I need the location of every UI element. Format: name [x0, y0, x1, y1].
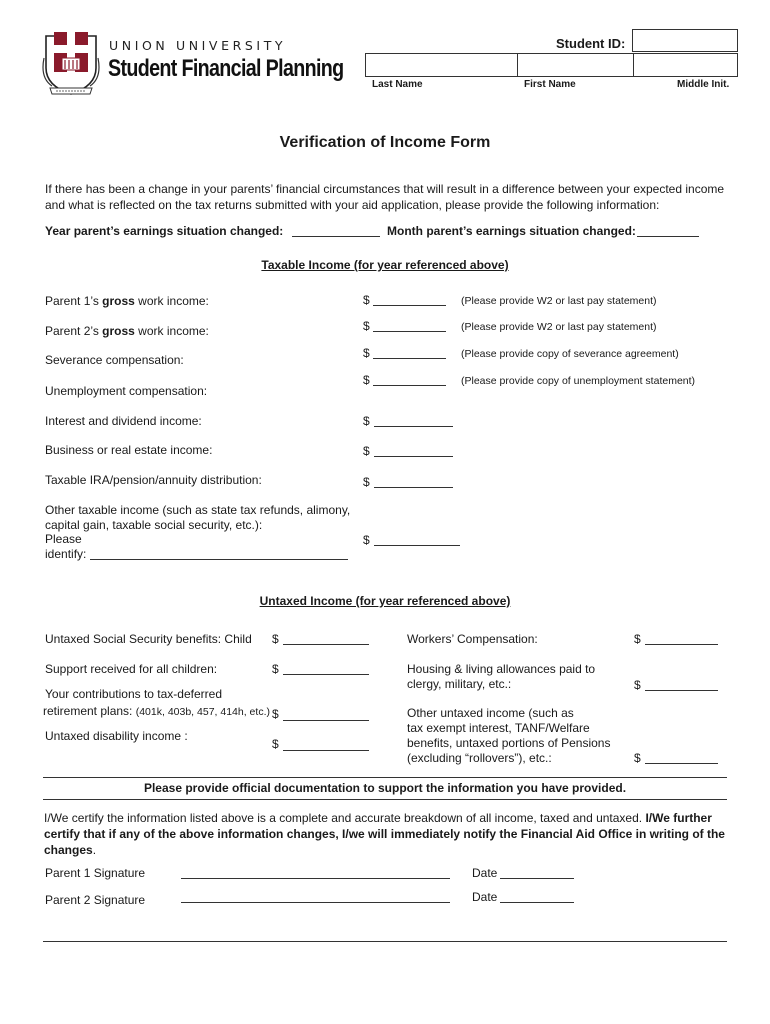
last-name-field[interactable]: [365, 53, 518, 77]
student-id-field[interactable]: [632, 29, 738, 52]
bottom-divider: [43, 941, 727, 942]
disability-label: Untaxed disability income :: [45, 729, 188, 743]
housing-label-line1: Housing & living allowances paid to: [407, 662, 596, 676]
year-changed-field[interactable]: [292, 224, 380, 237]
housing-field[interactable]: [645, 678, 718, 691]
untaxed-heading: Untaxed Income (for year referenced above): [259, 594, 511, 608]
dollar-sign: $: [363, 293, 370, 307]
middle-init-label: Middle Init.: [677, 79, 730, 90]
parent2-gross-field[interactable]: [373, 319, 446, 332]
parent1-signature-field[interactable]: [181, 866, 450, 879]
last-name-label: Last Name: [372, 79, 423, 90]
month-changed-label: Month parent’s earnings situation changed:: [387, 224, 636, 238]
other-taxable-identify-field[interactable]: [90, 547, 348, 560]
dollar-sign: $: [272, 737, 279, 751]
department-name: Student Financial Planning: [108, 55, 344, 82]
parent1-signature-label: Parent 1 Signature: [45, 866, 146, 880]
month-changed-field[interactable]: [637, 224, 699, 237]
university-name: UNION UNIVERSITY: [109, 38, 287, 53]
social-security-field[interactable]: [283, 632, 369, 645]
parent2-note: (Please provide W2 or last pay statement): [461, 321, 657, 333]
severance-label: Severance compensation:: [45, 353, 184, 367]
intro-paragraph: If there has been a change in your parents’ financial circumstances that will result in a difference between your expected income and what is reflected on the tax returns submitted with your aid application, please provide the following information:: [45, 182, 725, 212]
workers-comp-label: Workers’ Compensation:: [407, 632, 538, 646]
certification-statement: I/We certify the information listed above is a complete and accurate breakdown of all income, taxed and untaxed. I/We further certify that if any of the above information changes, I/we will immediately notify the Financial Aid Office in writing of the changes.: [44, 811, 725, 857]
support-label: Support received for all children:: [45, 662, 218, 676]
parent1-gross-label: Parent 1’s gross work income:: [45, 294, 209, 308]
unemployment-note: (Please provide copy of unemployment statement): [461, 375, 696, 387]
business-label: Business or real estate income:: [45, 443, 213, 457]
parent2-gross-label: Parent 2’s gross work income:: [45, 324, 209, 338]
taxable-heading: Taxable Income (for year referenced above): [261, 258, 509, 272]
dollar-sign: $: [272, 707, 279, 721]
unemployment-field[interactable]: [373, 373, 446, 386]
divider: [43, 799, 727, 800]
severance-field[interactable]: [373, 346, 446, 359]
social-security-label: Untaxed Social Security benefits: Child: [45, 632, 252, 646]
dollar-sign: $: [634, 751, 641, 765]
housing-label-line2: clergy, military, etc.:: [407, 677, 512, 691]
unemployment-label: Unemployment compensation:: [45, 384, 208, 398]
other-untaxed-label-line3: benefits, untaxed portions of Pensions: [407, 736, 611, 750]
university-crest-logo: [40, 28, 102, 98]
other-taxable-label-line2: capital gain, taxable social security, etc.):: [45, 518, 263, 532]
workers-comp-field[interactable]: [645, 632, 718, 645]
disability-field[interactable]: [283, 738, 369, 751]
other-untaxed-label-line4: (excluding “rollovers”), etc.:: [407, 751, 552, 765]
contributions-field[interactable]: [283, 708, 369, 721]
first-name-field[interactable]: [517, 53, 634, 77]
divider: [43, 777, 727, 778]
dollar-sign: $: [363, 533, 370, 547]
interest-field[interactable]: [374, 414, 453, 427]
ira-label: Taxable IRA/pension/annuity distribution:: [45, 473, 262, 487]
page-title: Verification of Income Form: [279, 134, 491, 151]
parent2-signature-label: Parent 2 Signature: [45, 893, 146, 907]
year-changed-label: Year parent’s earnings situation changed:: [45, 224, 284, 238]
parent1-date-field[interactable]: [500, 866, 574, 879]
contributions-label-line2: retirement plans: (401k, 403b, 457, 414h, etc.): [43, 704, 270, 718]
parent1-note: (Please provide W2 or last pay statement): [461, 295, 657, 307]
support-field[interactable]: [283, 662, 369, 675]
other-untaxed-field[interactable]: [645, 751, 718, 764]
interest-label: Interest and dividend income:: [45, 414, 202, 428]
other-taxable-field[interactable]: [374, 533, 460, 546]
dollar-sign: $: [363, 444, 370, 458]
dollar-sign: $: [272, 632, 279, 646]
dollar-sign: $: [634, 678, 641, 692]
parent2-signature-field[interactable]: [181, 890, 450, 903]
parent2-date-label: Date: [472, 890, 498, 904]
dollar-sign: $: [363, 319, 370, 333]
other-taxable-label-line3: Please: [45, 532, 82, 546]
dollar-sign: $: [363, 373, 370, 387]
dollar-sign: $: [363, 346, 370, 360]
parent1-gross-field[interactable]: [373, 293, 446, 306]
dollar-sign: $: [363, 414, 370, 428]
parent1-date-label: Date: [472, 866, 498, 880]
middle-init-field[interactable]: [633, 53, 738, 77]
severance-note: (Please provide copy of severance agreement): [461, 348, 679, 360]
other-untaxed-label-line2: tax exempt interest, TANF/Welfare: [407, 721, 590, 735]
contributions-label-line1: Your contributions to tax-deferred: [45, 687, 222, 701]
documentation-note: Please provide official documentation to support the information you have provided.: [143, 781, 627, 795]
other-taxable-label-line1: Other taxable income (such as state tax refunds, alimony,: [45, 503, 351, 517]
ira-field[interactable]: [374, 475, 453, 488]
other-taxable-label-line4: identify:: [45, 547, 87, 561]
dollar-sign: $: [363, 475, 370, 489]
student-id-label: Student ID:: [556, 36, 626, 51]
other-untaxed-label-line1: Other untaxed income (such as: [407, 706, 574, 720]
business-field[interactable]: [374, 444, 453, 457]
first-name-label: First Name: [524, 79, 576, 90]
dollar-sign: $: [272, 662, 279, 676]
parent2-date-field[interactable]: [500, 890, 574, 903]
dollar-sign: $: [634, 632, 641, 646]
